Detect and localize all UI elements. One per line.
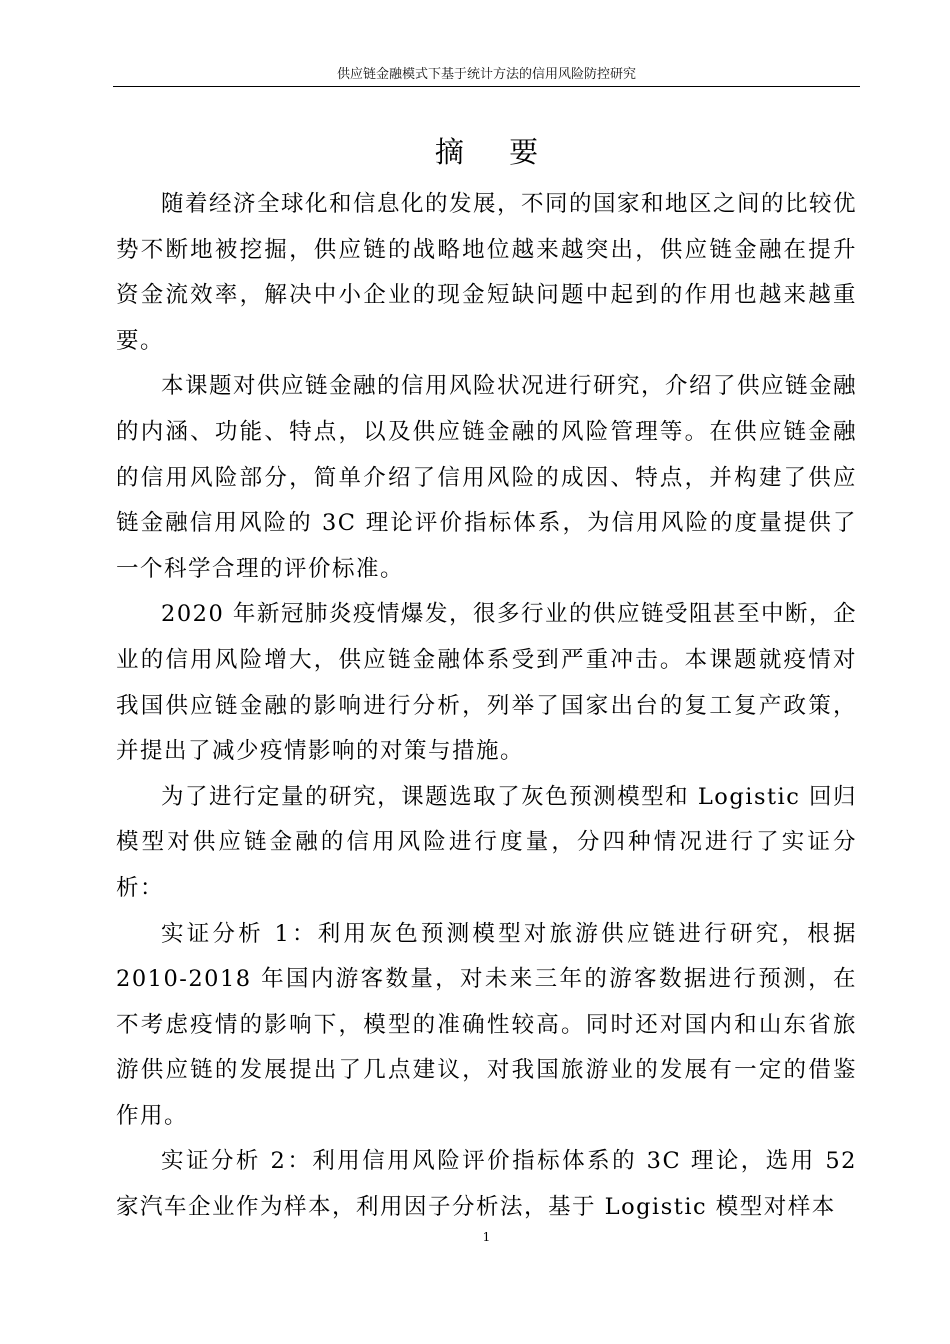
abstract-title: 摘 要 [434,135,557,169]
paragraph-6: 实证分析 2：利用信用风险评价指标体系的 3C 理论，选用 52 家汽车企业作为样本，利用因子分析法，基于 Logistic 模型对样本 [116,1148,857,1221]
paragraph-5: 实证分析 1：利用灰色预测模型对旅游供应链进行研究，根据 2010-2018 年国内游客数量，对未来三年的游客数据进行预测，在不考虑疫情的影响下，模型的准确性较高。同时还对国内和山东省旅游供应链的发展提出了几点建议，对我国旅游业的发展有一定的借鉴作用。 [116,920,857,1129]
running-header: 供应链金融模式下基于统计方法的信用风险防控研究 [113,64,860,87]
abstract-body [116,182,857,1231]
paragraph-3: 2020 年新冠肺炎疫情爆发，很多行业的供应链受阻甚至中断，企业的信用风险增大，供应链金融体系受到严重冲击。本课题就疫情对我国供应链金融的影响进行分析，列举了国家出台的复工复产政策，并提出了减少疫情影响的对策与措施。 [116,601,857,765]
paragraph-1: 随着经济全球化和信息化的发展，不同的国家和地区之间的比较优势不断地被挖掘，供应链的战略地位越来越突出，供应链金融在提升资金流效率，解决中小企业的现金短缺问题中起到的作用也越来越重要。 [116,191,858,354]
page-number: 1 [482,1230,491,1244]
paragraph-2: 本课题对供应链金融的信用风险状况进行研究，介绍了供应链金融的内涵、功能、特点，以及供应链金融的风险管理等。在供应链金融的信用风险部分，简单介绍了信用风险的成因、特点，并构建了供应链金融信用风险的 3C 理论评价指标体系，为信用风险的度量提供了一个科学合理的评价标准。 [116,373,858,582]
paragraph-4: 为了进行定量的研究，课题选取了灰色预测模型和 Logistic 回归模型对供应链金融的信用风险进行度量，分四种情况进行了实证分析： [116,783,857,901]
